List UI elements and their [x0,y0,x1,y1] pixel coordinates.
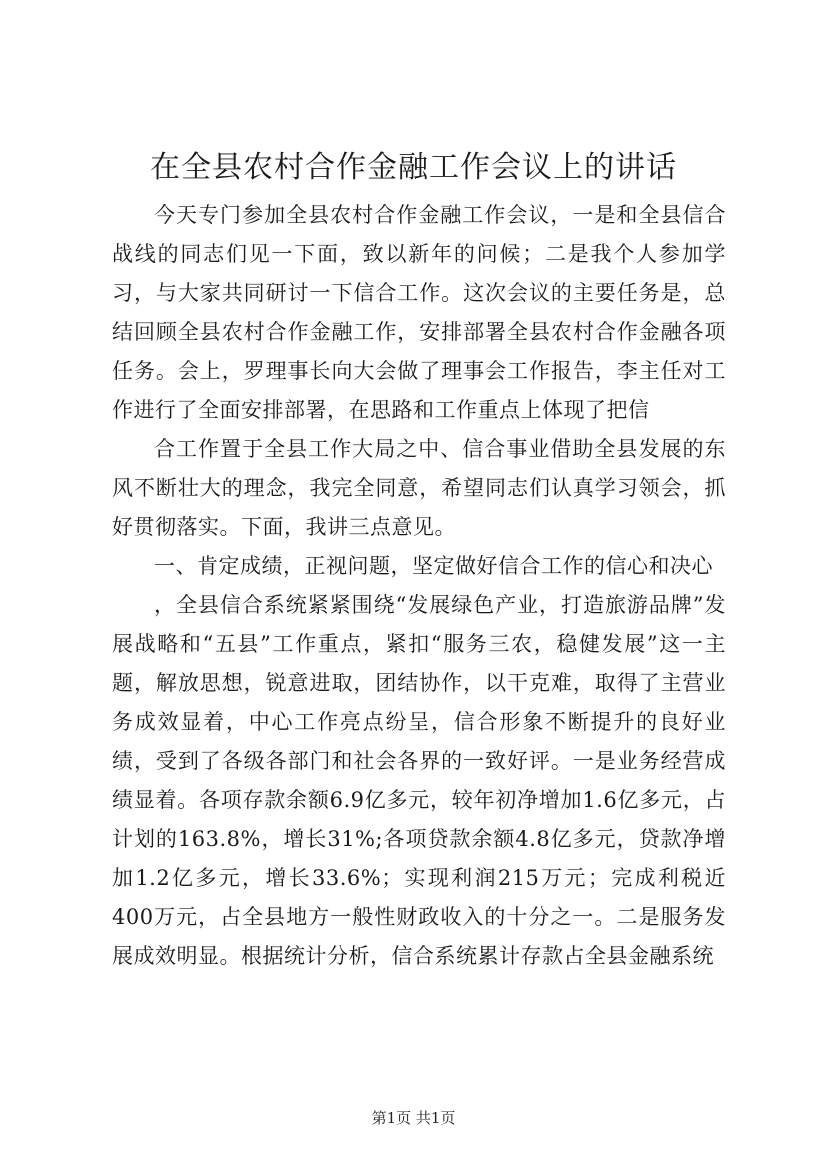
paragraph-1: 今天专门参加全县农村合作金融工作会议，一是和全县信合战线的同志们见一下面，致以新年的问候；二是我个人参加学习，与大家共同研讨一下信合工作。这次会议的主要任务是，总结回顾全县农村合作金融工作，安排部署全县农村合作金融各项任务。会上，罗理事长向大会做了理事会工作报告，李主任对工作进行了全面安排部署，在思路和工作重点上体现了把信 [112,203,726,422]
document-title: 在全县农村合作金融工作会议上的讲话 [150,150,677,185]
document-body [112,196,726,976]
section-heading-1: 一、肯定成绩，正视问题，坚定做好信合工作的信心和决心 [154,554,713,578]
paragraph-2: 合工作置于全县工作大局之中、信合事业借助全县发展的东风不断壮大的理念，我完全同意，希望同志们认真学习领会，抓好贯彻落实。下面，我讲三点意见。 [112,437,726,539]
paragraph-3: ，全县信合系统紧紧围绕“发展绿色产业，打造旅游品牌”发展战略和“五县”工作重点，紧扣“服务三农，稳健发展”这一主题，解放思想，锐意进取，团结协作，以干克难，取得了主营业务成效显着，中心工作亮点纷呈，信合形象不断提升的良好业绩，受到了各级各部门和社会各界的一致好评。一是业务经营成绩显着。各项存款余额6.9亿多元，较年初净增加1.6亿多元，占计划的163.8%，增长31%;各项贷款余额4.8亿多元，贷款净增加1.2亿多元，增长33.6%；实现利润215万元；完成利税近400万元，占全县地方一般性财政收入的十分之一。二是服务发展成效明显。根据统计分析，信合系统累计存款占全县金融系统 [112,593,726,968]
page-footer: 第1页 共1页 [371,1109,456,1127]
